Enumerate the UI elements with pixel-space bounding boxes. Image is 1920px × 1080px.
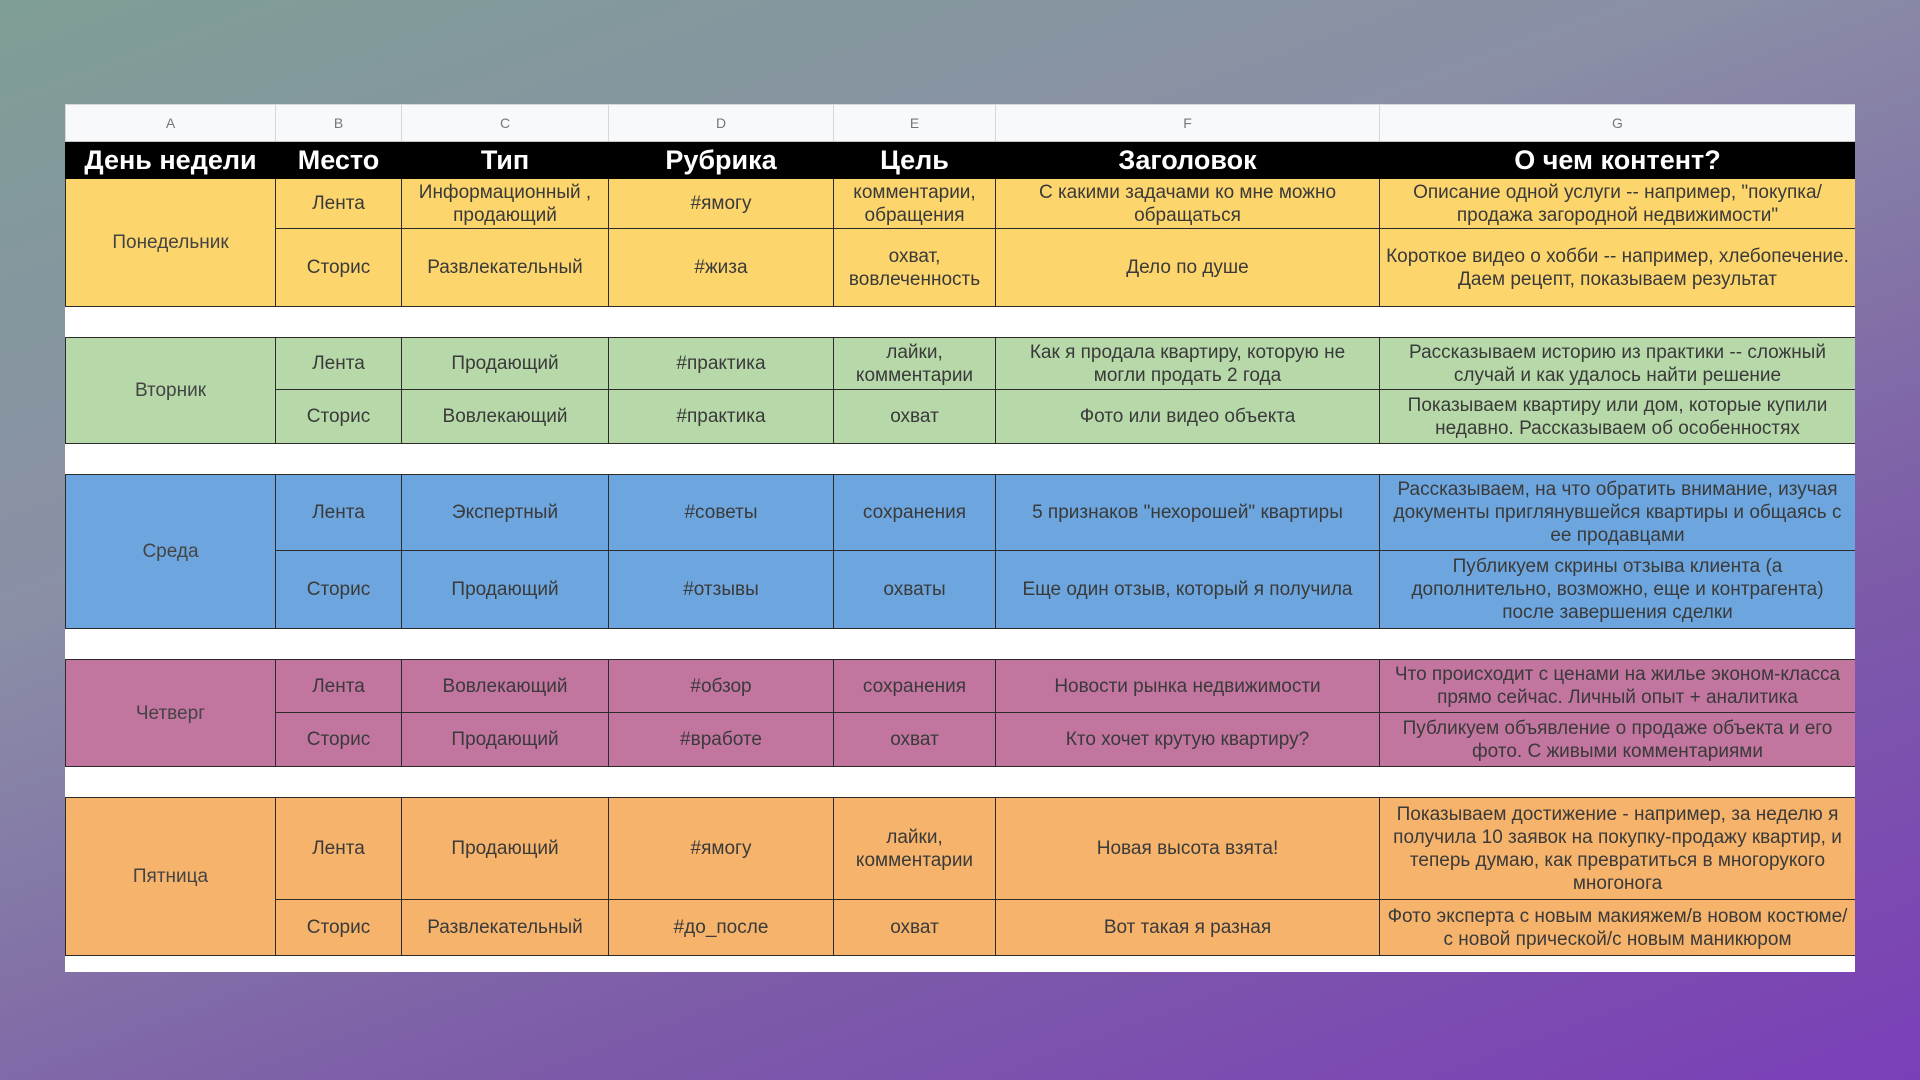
empty-cell[interactable]	[402, 307, 609, 338]
empty-cell[interactable]	[996, 767, 1380, 798]
cell-day[interactable]: Пятница	[66, 798, 276, 956]
cell-content[interactable]: Рассказываем историю из практики -- сложный случай и как удалось найти решение	[1380, 338, 1856, 390]
table-row	[66, 229, 1856, 307]
header-goal[interactable]: Цель	[834, 142, 996, 179]
column-header-b[interactable]: B	[276, 105, 402, 142]
empty-cell[interactable]	[402, 629, 609, 660]
empty-cell[interactable]	[609, 444, 834, 475]
cell-type[interactable]: Развлекательный	[402, 900, 609, 956]
cell-type[interactable]: Развлекательный	[402, 229, 609, 307]
cell-content[interactable]: Показываем квартиру или дом, которые купили недавно. Рассказываем об особенностях	[1380, 390, 1856, 444]
empty-cell[interactable]	[66, 767, 276, 798]
column-header-g[interactable]: G	[1380, 105, 1856, 142]
cell-content[interactable]: Что происходит с ценами на жилье эконом-класса прямо сейчас. Личный опыт + аналитика	[1380, 660, 1856, 713]
cell-title[interactable]: Вот такая я разная	[996, 900, 1380, 956]
header-type[interactable]: Тип	[402, 142, 609, 179]
cell-rubric[interactable]: #практика	[609, 338, 834, 390]
cell-goal[interactable]: лайки, комментарии	[834, 338, 996, 390]
table-row	[66, 390, 1856, 444]
cell-rubric[interactable]: #ямогу	[609, 179, 834, 229]
cell-place[interactable]: Сторис	[276, 390, 402, 444]
empty-cell[interactable]	[609, 629, 834, 660]
cell-rubric[interactable]: #жиза	[609, 229, 834, 307]
cell-day[interactable]: Четверг	[66, 660, 276, 767]
cell-place[interactable]: Лента	[276, 660, 402, 713]
empty-cell[interactable]	[1380, 444, 1856, 475]
cell-content[interactable]: Описание одной услуги -- например, "покупка/продажа загородной недвижимости"	[1380, 179, 1856, 229]
empty-cell[interactable]	[996, 307, 1380, 338]
cell-title[interactable]: Как я продала квартиру, которую не могли продать 2 года	[996, 338, 1380, 390]
cell-type[interactable]: Вовлекающий	[402, 390, 609, 444]
spacer-row	[66, 444, 1856, 475]
cell-rubric[interactable]: #отзывы	[609, 551, 834, 629]
cell-day[interactable]: Среда	[66, 475, 276, 629]
cell-rubric[interactable]: #обзор	[609, 660, 834, 713]
header-content[interactable]: О чем контент?	[1380, 142, 1856, 179]
empty-cell[interactable]	[66, 444, 276, 475]
cell-title[interactable]: С какими задачами ко мне можно обращаться	[996, 179, 1380, 229]
cell-type[interactable]: Экспертный	[402, 475, 609, 551]
cell-type[interactable]: Продающий	[402, 798, 609, 900]
header-place[interactable]: Место	[276, 142, 402, 179]
cell-goal[interactable]: охват	[834, 390, 996, 444]
column-header-c[interactable]: C	[402, 105, 609, 142]
empty-cell[interactable]	[834, 629, 996, 660]
cell-goal[interactable]: охват	[834, 713, 996, 767]
cell-rubric[interactable]: #до_после	[609, 900, 834, 956]
empty-cell[interactable]	[609, 767, 834, 798]
cell-goal[interactable]: охват	[834, 900, 996, 956]
empty-cell[interactable]	[834, 307, 996, 338]
cell-content[interactable]: Показываем достижение - например, за неделю я получила 10 заявок на покупку-продажу квартир, и теперь думаю, как превратиться в многорукого многонога	[1380, 798, 1856, 900]
spreadsheet	[65, 104, 1855, 972]
cell-rubric[interactable]: #вработе	[609, 713, 834, 767]
empty-cell[interactable]	[1380, 767, 1856, 798]
table-row	[66, 551, 1856, 629]
cell-goal[interactable]: сохранения	[834, 660, 996, 713]
cell-day[interactable]: Вторник	[66, 338, 276, 444]
cell-place[interactable]: Лента	[276, 179, 402, 229]
cell-title[interactable]: 5 признаков "нехорошей" квартиры	[996, 475, 1380, 551]
header-day[interactable]: День недели	[66, 142, 276, 179]
empty-cell[interactable]	[276, 629, 402, 660]
cell-rubric[interactable]: #практика	[609, 390, 834, 444]
cell-type[interactable]: Вовлекающий	[402, 660, 609, 713]
cell-place[interactable]: Сторис	[276, 713, 402, 767]
cell-title[interactable]: Новая высота взята!	[996, 798, 1380, 900]
cell-type[interactable]: Продающий	[402, 338, 609, 390]
empty-cell[interactable]	[402, 444, 609, 475]
empty-cell[interactable]	[834, 444, 996, 475]
cell-place[interactable]: Лента	[276, 798, 402, 900]
cell-title[interactable]: Фото или видео объекта	[996, 390, 1380, 444]
empty-cell[interactable]	[66, 307, 276, 338]
cell-rubric[interactable]: #советы	[609, 475, 834, 551]
cell-type[interactable]: Информационный , продающий	[402, 179, 609, 229]
cell-day[interactable]: Понедельник	[66, 179, 276, 307]
cell-goal[interactable]: лайки, комментарии	[834, 798, 996, 900]
cell-title[interactable]: Еще один отзыв, который я получила	[996, 551, 1380, 629]
empty-cell[interactable]	[609, 307, 834, 338]
cell-rubric[interactable]: #ямогу	[609, 798, 834, 900]
empty-cell[interactable]	[276, 307, 402, 338]
table-row	[66, 798, 1856, 900]
table-row	[66, 338, 1856, 390]
table-row	[66, 713, 1856, 767]
cell-place[interactable]: Сторис	[276, 900, 402, 956]
empty-cell[interactable]	[1380, 629, 1856, 660]
column-header-row	[66, 105, 1856, 142]
cell-place[interactable]: Лента	[276, 475, 402, 551]
cell-title[interactable]: Новости рынка недвижимости	[996, 660, 1380, 713]
column-header-f[interactable]: F	[996, 105, 1380, 142]
cell-goal[interactable]: сохранения	[834, 475, 996, 551]
table-row	[66, 475, 1856, 551]
cell-goal[interactable]: комментарии, обращения	[834, 179, 996, 229]
empty-cell[interactable]	[996, 629, 1380, 660]
table-header-row	[66, 142, 1856, 179]
column-header-d[interactable]: D	[609, 105, 834, 142]
empty-cell[interactable]	[276, 767, 402, 798]
table-row	[66, 900, 1856, 956]
cell-content[interactable]: Фото эксперта с новым макияжем/в новом костюме/с новой прической/с новым маникюром	[1380, 900, 1856, 956]
empty-cell[interactable]	[1380, 307, 1856, 338]
cell-type[interactable]: Продающий	[402, 713, 609, 767]
spacer-row	[66, 307, 1856, 338]
table-row	[66, 179, 1856, 229]
cell-place[interactable]: Сторис	[276, 229, 402, 307]
cell-place[interactable]: Лента	[276, 338, 402, 390]
cell-place[interactable]: Сторис	[276, 551, 402, 629]
header-rubric[interactable]: Рубрика	[609, 142, 834, 179]
cell-content[interactable]: Публикуем скрины отзыва клиента (а дополнительно, возможно, еще и контрагента) после завершения сделки	[1380, 551, 1856, 629]
table-row	[66, 660, 1856, 713]
cell-content[interactable]: Короткое видео о хобби -- например, хлебопечение. Даем рецепт, показываем результат	[1380, 229, 1856, 307]
column-header-a[interactable]: A	[66, 105, 276, 142]
cell-goal[interactable]: охват, вовлеченность	[834, 229, 996, 307]
empty-cell[interactable]	[996, 444, 1380, 475]
header-title[interactable]: Заголовок	[996, 142, 1380, 179]
empty-cell[interactable]	[834, 767, 996, 798]
cell-type[interactable]: Продающий	[402, 551, 609, 629]
column-header-e[interactable]: E	[834, 105, 996, 142]
cell-content[interactable]: Публикуем объявление о продаже объекта и его фото. С живыми комментариями	[1380, 713, 1856, 767]
cell-goal[interactable]: охваты	[834, 551, 996, 629]
cell-title[interactable]: Дело по душе	[996, 229, 1380, 307]
empty-cell[interactable]	[66, 629, 276, 660]
cell-content[interactable]: Рассказываем, на что обратить внимание, изучая документы приглянувшейся квартиры и общаясь с ее продавцами	[1380, 475, 1856, 551]
empty-cell[interactable]	[276, 444, 402, 475]
spacer-row	[66, 767, 1856, 798]
empty-cell[interactable]	[402, 767, 609, 798]
spacer-row	[66, 629, 1856, 660]
content-plan-table	[65, 104, 1855, 956]
cell-title[interactable]: Кто хочет крутую квартиру?	[996, 713, 1380, 767]
